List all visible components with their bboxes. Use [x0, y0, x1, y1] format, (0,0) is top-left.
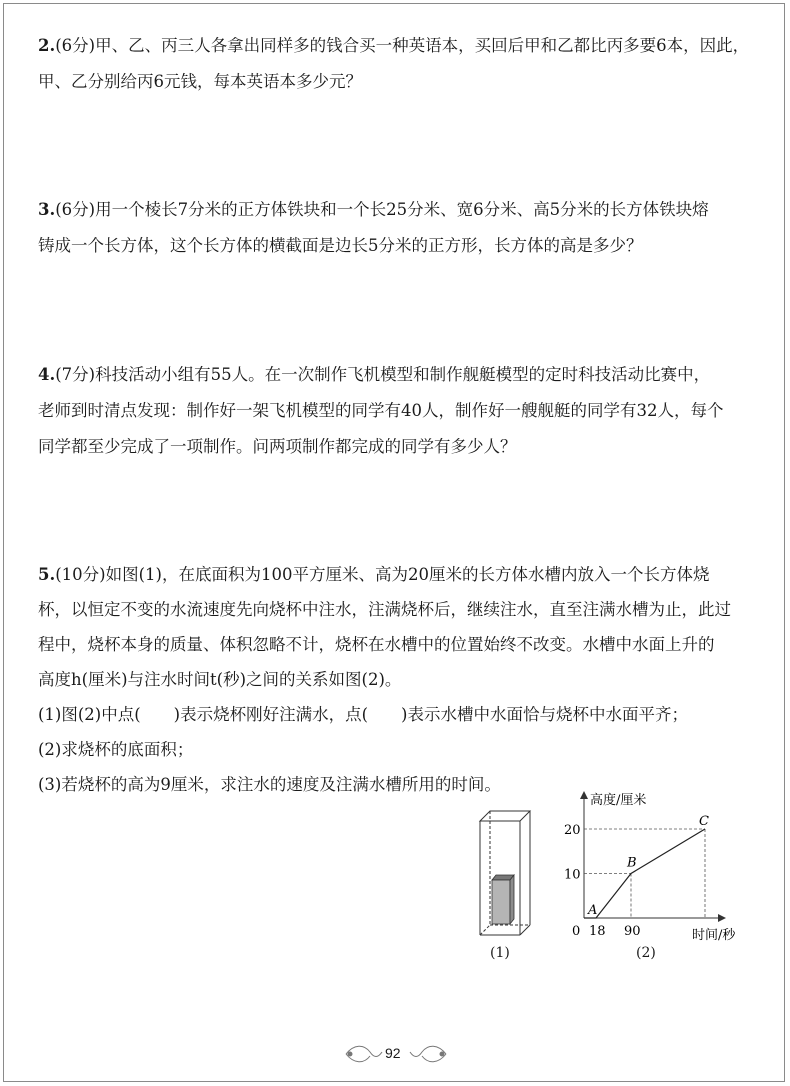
- sub-question: (1)图(2)中点( )表示烧杯刚好注满水，点( )表示水槽中水面恰与烧杯中水面平齐；: [38, 705, 688, 724]
- problem-text: (10分)如图(1)，在底面积为100平方厘米、高为20厘米的长方体水槽内放入一个长方体烧: [55, 565, 710, 584]
- sub-question: (2)求烧杯的底面积；: [38, 740, 194, 759]
- problem-5: [38, 565, 758, 795]
- x-axis-label: 时间/秒: [692, 928, 736, 943]
- problem-text: (7分)科技活动小组有55人。在一次制作飞机模型和制作舰艇模型的定时科技活动比赛中，: [55, 365, 711, 384]
- beaker: [492, 875, 514, 924]
- problem-3: [38, 200, 758, 256]
- problem-text: 铸成一个长方体，这个长方体的横截面是边长5分米的正方形，长方体的高是多少？: [38, 236, 643, 255]
- figure-2-caption: (2): [636, 945, 656, 961]
- tank-edge: [520, 925, 530, 935]
- problem-number: 5.: [38, 565, 56, 584]
- problem-text: (6分)甲、乙、丙三人各拿出同样多的钱合买一种英语本，买回后甲和乙都比丙多要6本，因此，: [55, 36, 750, 55]
- problem-number: 3.: [38, 200, 56, 219]
- figure-1-caption: (1): [490, 945, 510, 961]
- problem-number: 2.: [38, 36, 56, 55]
- problem-4: [38, 365, 758, 457]
- problem-text: 杯，以恒定不变的水流速度先向烧杯中注水，注满烧杯后，继续注水，直至注满水槽为止，此过: [38, 600, 731, 619]
- problem-text: 甲、乙分别给丙6元钱，每本英语本多少元？: [38, 72, 362, 91]
- tank-hidden-edge: [480, 925, 490, 935]
- problem-text: 高度h(厘米)与注水时间t(秒)之间的关系如图(2)。: [38, 670, 402, 689]
- problem-text: 程中，烧杯本身的质量、体积忽略不计，烧杯在水槽中的位置始终不改变。水槽中水面上升的: [38, 635, 715, 654]
- point-label-c: C: [699, 814, 709, 829]
- tank-top-face: [480, 811, 530, 821]
- page-number: 92: [385, 1045, 401, 1061]
- problem-2: [38, 36, 758, 92]
- origin-label: 0: [572, 924, 581, 939]
- y-tick-label: 10: [564, 867, 581, 883]
- y-axis-label: 高度/厘米: [590, 793, 647, 808]
- sub-question: (3)若烧杯的高为9厘米，求注水的速度及注满水槽所用的时间。: [38, 775, 501, 794]
- point-label-a: A: [588, 903, 598, 918]
- point-label-b: B: [627, 855, 637, 871]
- x-tick-label: 90: [624, 924, 641, 939]
- figure-1-tank: [470, 805, 540, 940]
- x-tick-label: 18: [589, 924, 606, 939]
- figure-2-chart: [560, 787, 760, 952]
- y-tick-label: 20: [564, 823, 581, 838]
- problem-text: 老师到时清点发现：制作好一架飞机模型的同学有40人，制作好一艘舰艇的同学有32人，每个: [38, 401, 724, 420]
- problem-number: 4.: [38, 365, 56, 384]
- problem-text: (6分)用一个棱长7分米的正方体铁块和一个长25分米、宽6分米、高5分米的长方体铁块熔: [55, 200, 709, 219]
- series-line: [584, 829, 705, 918]
- problem-text: 同学都至少完成了一项制作。问两项制作都完成的同学有多少人？: [38, 437, 517, 456]
